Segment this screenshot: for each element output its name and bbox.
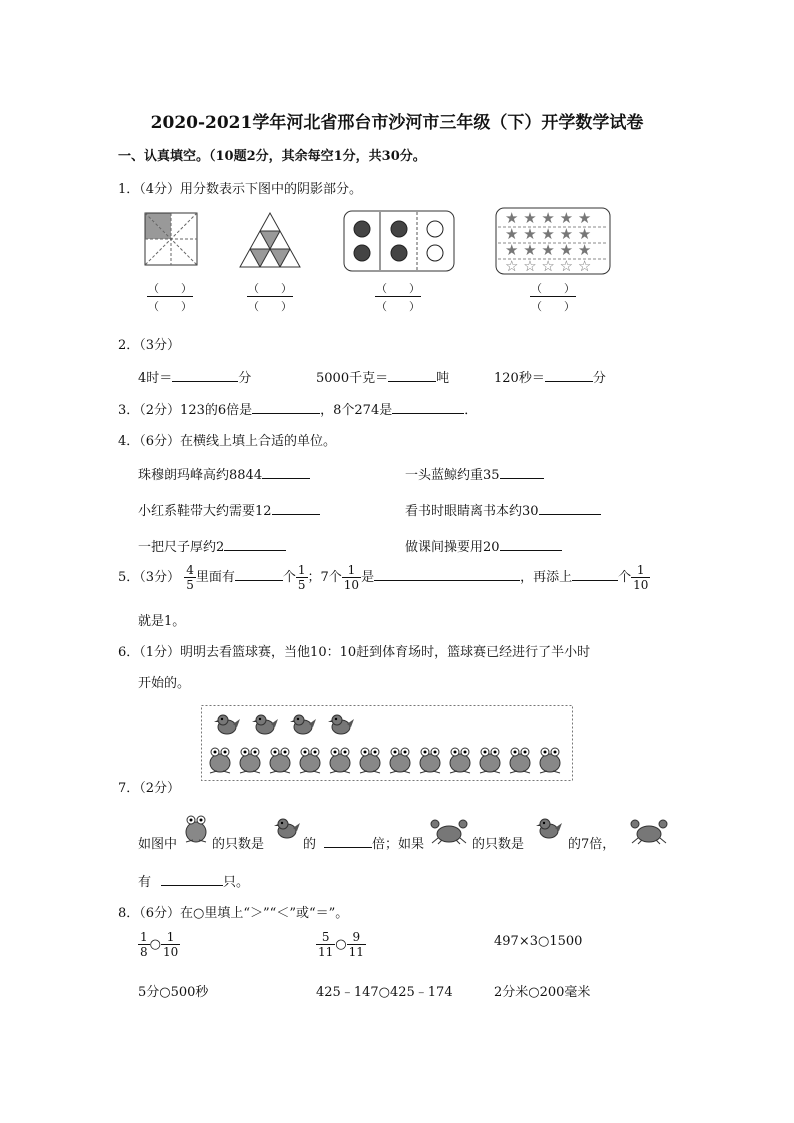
- page-title: 2020-2021学年河北省邢台市沙河市三年级（下）开学数学试卷: [150, 113, 644, 133]
- compare-a: $\frac{1}{8}$ ○ $\frac{1}{10}$: [140, 930, 179, 959]
- question-4: 4．（6分）在横线上填上合适的单位。: [118, 434, 337, 449]
- conversion-seconds: 120秒＝ 分: [494, 371, 606, 386]
- crab-icon: [630, 818, 668, 844]
- question-7-text: 的只数是: [472, 837, 525, 852]
- svg-text:☆ ☆ ☆ ☆ ☆: ☆ ☆ ☆ ☆ ☆: [505, 257, 592, 275]
- animals-figure: [201, 705, 573, 781]
- answer-fraction: （ ） （ ）: [248, 282, 292, 313]
- compare-f: 2分米○200毫米: [494, 985, 591, 1000]
- question-1: [118, 178, 362, 197]
- question-7-text: 的 倍；如果: [303, 837, 425, 852]
- question-5-end: 就是1。: [138, 614, 186, 629]
- answer-fraction: （ ） （ ）: [148, 282, 192, 313]
- bird-icon: [273, 815, 301, 843]
- conversion-hours: 4时＝ 分: [138, 371, 252, 386]
- question-7-line1: 如图中: [138, 837, 178, 852]
- question-number: 1．（4分）: [118, 182, 181, 197]
- bird-icon: [535, 815, 563, 843]
- crab-icon: [430, 818, 468, 844]
- question-8: 8．（6分）在○里填上“＞”“＜”或“＝”。: [118, 906, 349, 921]
- frog-icon: [183, 812, 209, 846]
- svg-text:★ ★ ★ ★ ★: ★ ★ ★ ★ ★: [505, 225, 592, 243]
- stars-figure: [495, 207, 611, 275]
- question-7-text: 的只数是: [212, 837, 265, 852]
- unit-item: 一把尺子厚约2: [138, 536, 286, 555]
- question-number: 2．（3分）: [118, 338, 181, 353]
- conversion-kg: 5000千克＝ 吨: [316, 371, 450, 386]
- question-number: 7．（2分）: [118, 781, 181, 796]
- unit-item: 小红系鞋带大约需要12: [138, 500, 320, 519]
- compare-d: 5分○500秒: [138, 985, 209, 1000]
- question-6: 6．（1分）明明去看篮球赛，当他10：10赶到体育场时，篮球赛已经进行了半小时: [118, 645, 591, 660]
- apples-figure: [343, 210, 455, 272]
- square-figure: [145, 213, 197, 265]
- svg-text:★ ★ ★ ★ ★: ★ ★ ★ ★ ★: [505, 209, 592, 227]
- unit-item: 一头蓝鲸约重35: [405, 464, 544, 483]
- triangle-figure: [240, 213, 300, 267]
- question-7-line2: 有 只。: [138, 875, 250, 890]
- compare-b: $\frac{5}{11}$ ○ $\frac{9}{11}$: [318, 930, 364, 959]
- unit-item: 做课间操要用20: [405, 536, 562, 555]
- compare-c: 497×3○1500: [494, 934, 583, 949]
- answer-fraction: （ ） （ ）: [531, 282, 575, 313]
- compare-e: 425﹣147○425﹣174: [316, 985, 453, 1000]
- unit-item: 珠穆朗玛峰高约8844: [138, 464, 310, 483]
- question-6-line2: 开始的。: [138, 676, 191, 691]
- answer-fraction: （ ） （ ）: [376, 282, 420, 313]
- question-5: 5．（3分） $\frac{4}{5}$ 里面有 个 $\frac{1}{5}$ ；7个 $\frac{1}{10}$ 是 ，再添上 个 $\frac{1}{10}$: [118, 563, 649, 592]
- svg-text:★ ★ ★ ★ ★: ★ ★ ★ ★ ★: [505, 241, 592, 259]
- question-text: 用分数表示下图中的阴影部分。: [180, 182, 363, 197]
- section-heading: 一、认真填空。（10题2分，其余每空1分，共30分。: [118, 149, 426, 164]
- unit-item: 看书时眼睛离书本约30: [405, 500, 601, 519]
- question-3: 3．（2分）123的6倍是 ，8个274是 ．: [118, 403, 478, 418]
- question-7-text: 的7倍，: [568, 837, 616, 852]
